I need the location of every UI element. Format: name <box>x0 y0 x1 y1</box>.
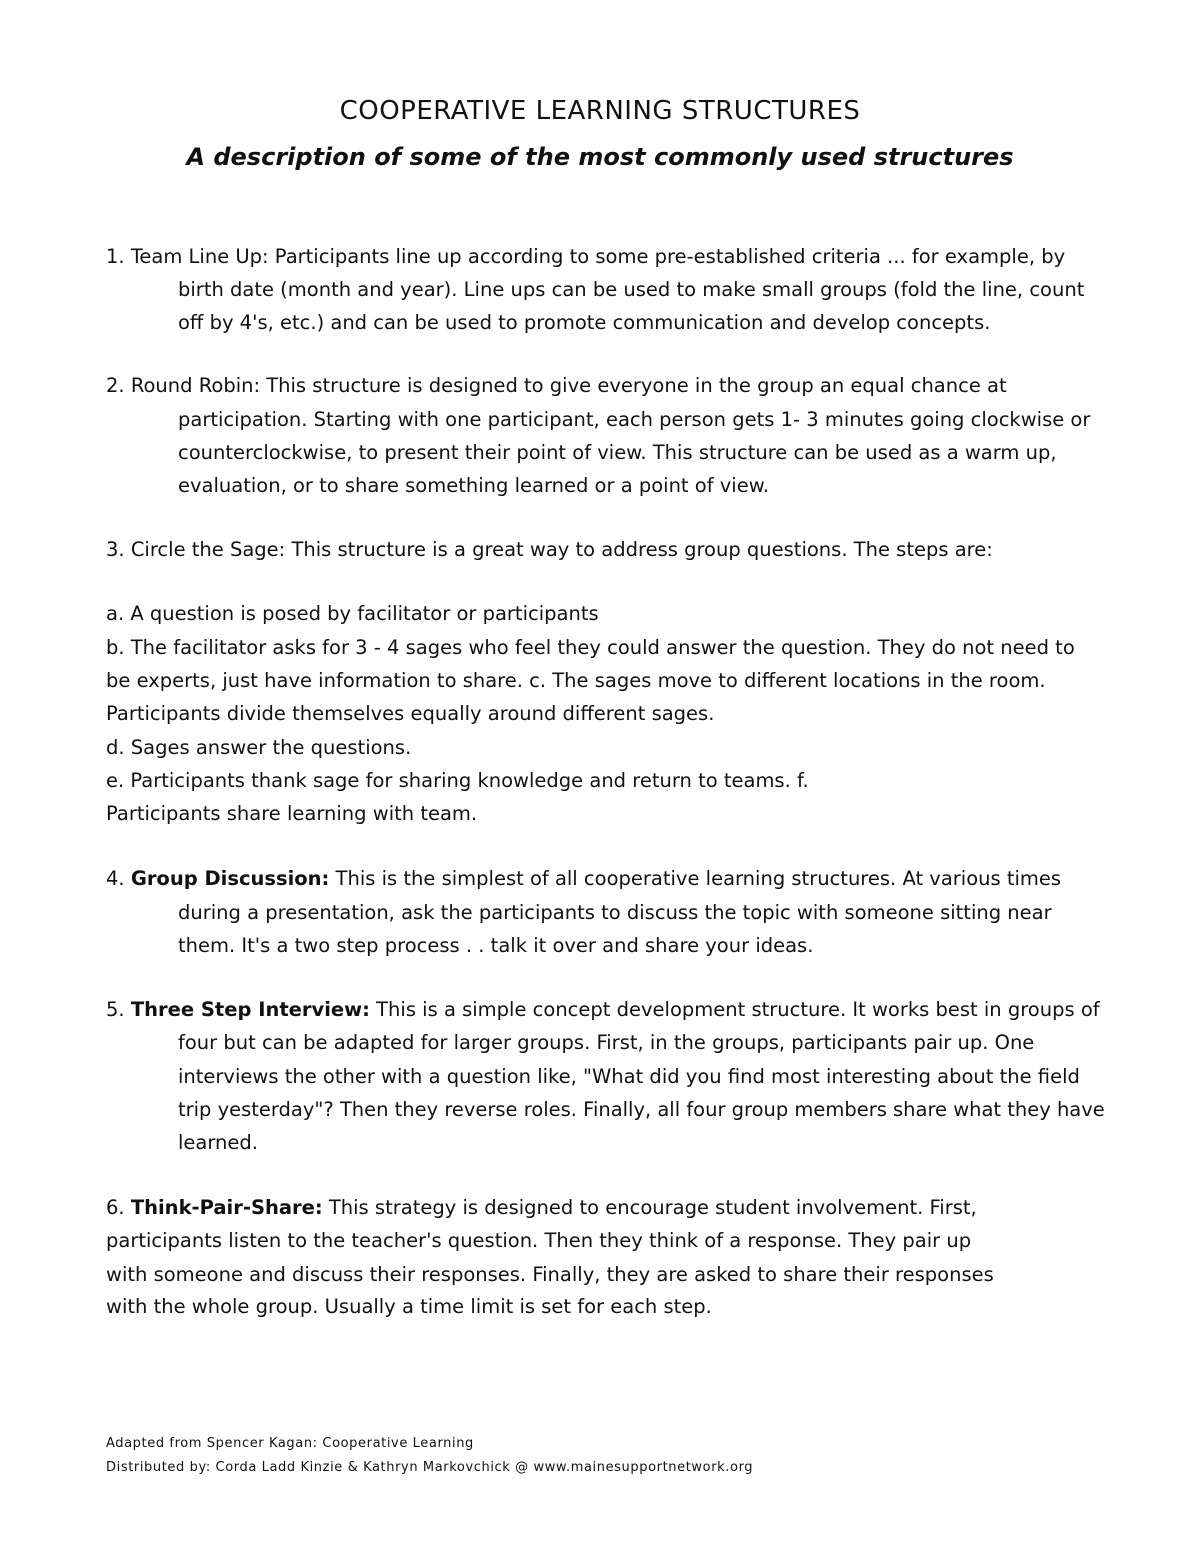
item-3-label: Circle the Sage: <box>130 538 286 561</box>
item-6-line-1 <box>106 1195 977 1221</box>
item-4-line-3: them. It's a two step process . . talk it over and share your ideas. <box>178 934 814 957</box>
item-6-label: Think-Pair-Share: <box>130 1196 323 1219</box>
item-3-text: This structure is a great way to address group questions. The steps are: <box>285 538 993 561</box>
item-3-step-c-cont: Participants divide themselves equally around different sages. <box>106 702 715 725</box>
document-subtitle: A description of some of the most commonly used structures <box>186 143 1014 171</box>
item-5-line-1 <box>106 997 1100 1023</box>
item-2-line-3: counterclockwise, to present their point of view. This structure can be used as a warm up, <box>178 441 1057 464</box>
item-5-line-4: trip yesterday"? Then they reverse roles. Finally, all four group members share what they have <box>178 1098 1105 1121</box>
item-6-line-2: participants listen to the teacher's question. Then they think of a response. They pair up <box>106 1229 972 1252</box>
item-3-step-d: d. Sages answer the questions. <box>106 736 412 759</box>
item-6-text: This strategy is designed to encourage student involvement. First, <box>322 1196 977 1219</box>
item-1-number: 1. <box>106 245 131 268</box>
item-3-number: 3. <box>106 538 131 561</box>
item-2-line-2: participation. Starting with one participant, each person gets 1- 3 minutes going clockwise or <box>178 408 1091 431</box>
item-6-number: 6. <box>106 1196 131 1219</box>
item-5-line-3: interviews the other with a question like, "What did you find most interesting about the field <box>178 1065 1080 1088</box>
item-1-line-1 <box>106 244 1065 270</box>
item-1-text: Participants line up according to some pre-established criteria ... for example, by <box>268 245 1066 268</box>
item-4-text: This is the simplest of all cooperative learning structures. At various times <box>329 867 1062 890</box>
item-3-step-f: Participants share learning with team. <box>106 802 478 825</box>
item-3-step-b: b. The facilitator asks for 3 - 4 sages who feel they could answer the question. They do not need to <box>106 636 1075 659</box>
item-4-line-2: during a presentation, ask the participants to discuss the topic with someone sitting near <box>178 901 1052 924</box>
item-3-step-b-cont: be experts, just have information to share. c. The sages move to different locations in the room. <box>106 669 1046 692</box>
item-1-line-3: off by 4's, etc.) and can be used to promote communication and develop concepts. <box>178 311 991 334</box>
item-5-label: Three Step Interview: <box>130 998 370 1021</box>
item-2-line-4: evaluation, or to share something learned or a point of view. <box>178 474 770 497</box>
footer-distribution: Distributed by: Corda Ladd Kinzie & Kathryn Markovchick @ www.mainesupportnetwork.org <box>106 1460 754 1475</box>
item-3-step-e: e. Participants thank sage for sharing knowledge and return to teams. f. <box>106 769 809 792</box>
item-5-line-2: four but can be adapted for larger groups. First, in the groups, participants pair up. One <box>178 1031 1035 1054</box>
item-2-text: This structure is designed to give everyone in the group an equal chance at <box>260 374 1007 397</box>
item-6-line-4: with the whole group. Usually a time limit is set for each step. <box>106 1295 712 1318</box>
item-3-step-a: a. A question is posed by facilitator or participants <box>106 602 599 625</box>
item-4-line-1 <box>106 866 1061 892</box>
item-4-number: 4. <box>106 867 131 890</box>
item-2-label: Round Robin: <box>130 374 261 397</box>
item-5-text: This is a simple concept development structure. It works best in groups of <box>369 998 1100 1021</box>
item-1-line-2: birth date (month and year). Line ups can be used to make small groups (fold the line, count <box>178 278 1085 301</box>
item-2-line-1 <box>106 373 1007 399</box>
item-6-line-3: with someone and discuss their responses. Finally, they are asked to share their responses <box>106 1263 994 1286</box>
footer-source: Adapted from Spencer Kagan: Cooperative Learning <box>106 1436 474 1451</box>
item-1-label: Team Line Up: <box>130 245 269 268</box>
item-4-label: Group Discussion: <box>130 867 330 890</box>
item-5-number: 5. <box>106 998 131 1021</box>
document-title: COOPERATIVE LEARNING STRUCTURES <box>339 96 861 126</box>
item-5-line-5: learned. <box>178 1131 258 1154</box>
item-3-line-1 <box>106 537 993 563</box>
item-2-number: 2. <box>106 374 131 397</box>
